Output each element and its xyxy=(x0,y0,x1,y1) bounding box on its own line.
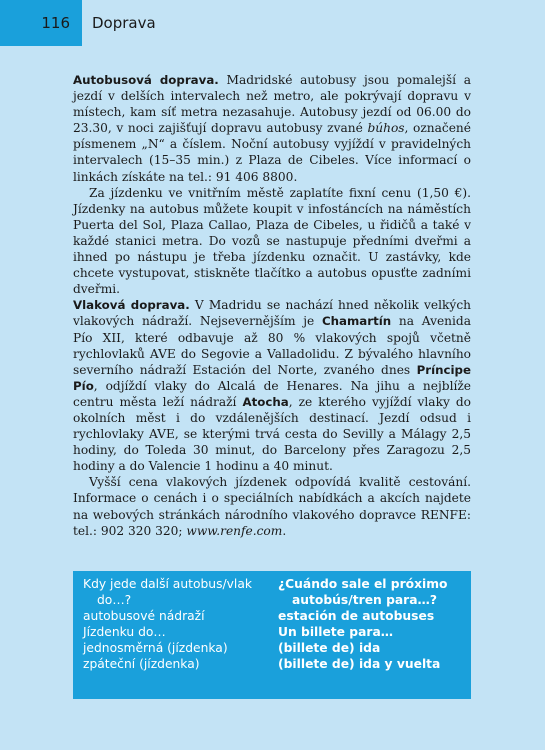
train-text-end: . xyxy=(282,523,287,538)
phrase-es-line2: autobús/tren para…? xyxy=(292,593,437,607)
phrase-cz: Jízdenku do… xyxy=(83,625,166,639)
station-atocha: Atocha xyxy=(242,394,289,409)
body-text xyxy=(73,72,471,539)
phrase-es: (billete de) ida xyxy=(278,641,381,655)
train-paragraph-2 xyxy=(73,474,471,538)
page-header xyxy=(0,0,545,46)
phrase-cz: jednosměrná (jízdenka) xyxy=(83,641,228,655)
train-text-3: , odjíždí vlaky do Alcalá de Henares. Na jihu a nejblíže centru města leží nádraží xyxy=(73,378,471,409)
bus-paragraph-1 xyxy=(73,72,471,185)
phrase-row xyxy=(83,640,461,656)
phrase-cz-line1: Kdy jede další autobus/vlak xyxy=(83,577,252,591)
train-text-1: V Madridu se nachází hned několik velkých vlakových nádraží. Nejsevernějším je xyxy=(73,298,471,329)
station-chamartin: Chamartín xyxy=(321,314,392,329)
phrase-cz: zpáteční (jízdenka) xyxy=(83,657,200,671)
phrase-es-line1: ¿Cuándo sale el próximo xyxy=(278,577,448,591)
station-principe-pio: Príncipe Pío xyxy=(73,362,471,393)
bus-text-b: , označené písmenem „N“ a číslem. Noční autobusy vyjíždí v pravidelných intervalech (15–35 min.) z Plaza de Cibeles. Více informací o linkách získáte na tel.: 91 406 8800. xyxy=(73,121,471,184)
phrase-cz xyxy=(83,576,278,608)
page-number: 116 xyxy=(0,0,82,46)
phrase-es xyxy=(278,576,461,608)
train-text-2: na Avenida Pío XII, které odbavuje až 80 % vlakových spojů včetně rychlovlaků AVE do Segovie a Valladolidu. Z bývalého hlavního severního nádraží Estación del Norte, zvaného dnes xyxy=(73,314,471,377)
phrase-row xyxy=(83,656,461,672)
phrase-cz: autobusové nádraží xyxy=(83,609,205,623)
phrase-es: (billete de) ida y vuelta xyxy=(278,657,441,671)
bus-text-a: Madridské autobusy jsou pomalejší a jezdí v delších intervalech než metro, ale pokrývají dopravu v místech, kam síť metra nezasahuje. Autobusy jezdí od 06.00 do 23.30, v noci zajišťují dopravu autobusy zvané xyxy=(73,73,471,136)
renfe-url: www.renfe.com xyxy=(186,523,283,538)
phrase-es: Un billete para… xyxy=(278,625,394,639)
buhos-term: búhos xyxy=(367,121,405,136)
train-text-4: , ze kterého vyjíždí vlaky do okolních měst i do vzdálenějších destinací. Jezdí odsud i rychlovlaky AVE, se kterými trvá cesta do Sevilly a Málagy 2,5 hodiny, do Toleda 30 minut, do Barcelony přes Zaragozu 2,5 hodiny a do Valencie 1 hodinu a 40 minut. xyxy=(73,394,471,474)
phrase-cz-line2: do…? xyxy=(97,593,132,607)
phrase-row xyxy=(83,576,461,608)
phrase-row xyxy=(83,608,461,624)
train-heading: Vlaková doprava. xyxy=(73,298,190,313)
bus-paragraph-2: Za jízdenku ve vnitřním městě zaplatíte fixní cenu (1,50 €). Jízdenky na autobus můžete koupit v infostáncích na náměstích Puerta del Sol, Plaza Callao, Plaza de Cibeles, u řidičů a také v každé stanici metra. Do vozů se nastupuje předními dveřmi a ihned po nástupu je třeba jízdenku označit. U zastávky, kde chcete vystupovat, stiskněte tlačítko a autobus opusťte zadními dveřmi. xyxy=(73,185,471,297)
phrase-row xyxy=(83,624,461,640)
train-text-5: Vyšší cena vlakových jízdenek odpovídá kvalitě cestování. Informace o cenách i o speciálních nabídkách a akcích najdete na webových stránkách národního vlakového dopravce RENFE: tel.: 902 320 320; xyxy=(73,475,471,538)
phrase-es: estación de autobuses xyxy=(278,609,435,623)
train-paragraph-1 xyxy=(73,297,471,474)
section-title: Doprava xyxy=(92,14,156,32)
phrase-box xyxy=(73,571,471,699)
bus-heading: Autobusová doprava. xyxy=(73,73,219,87)
